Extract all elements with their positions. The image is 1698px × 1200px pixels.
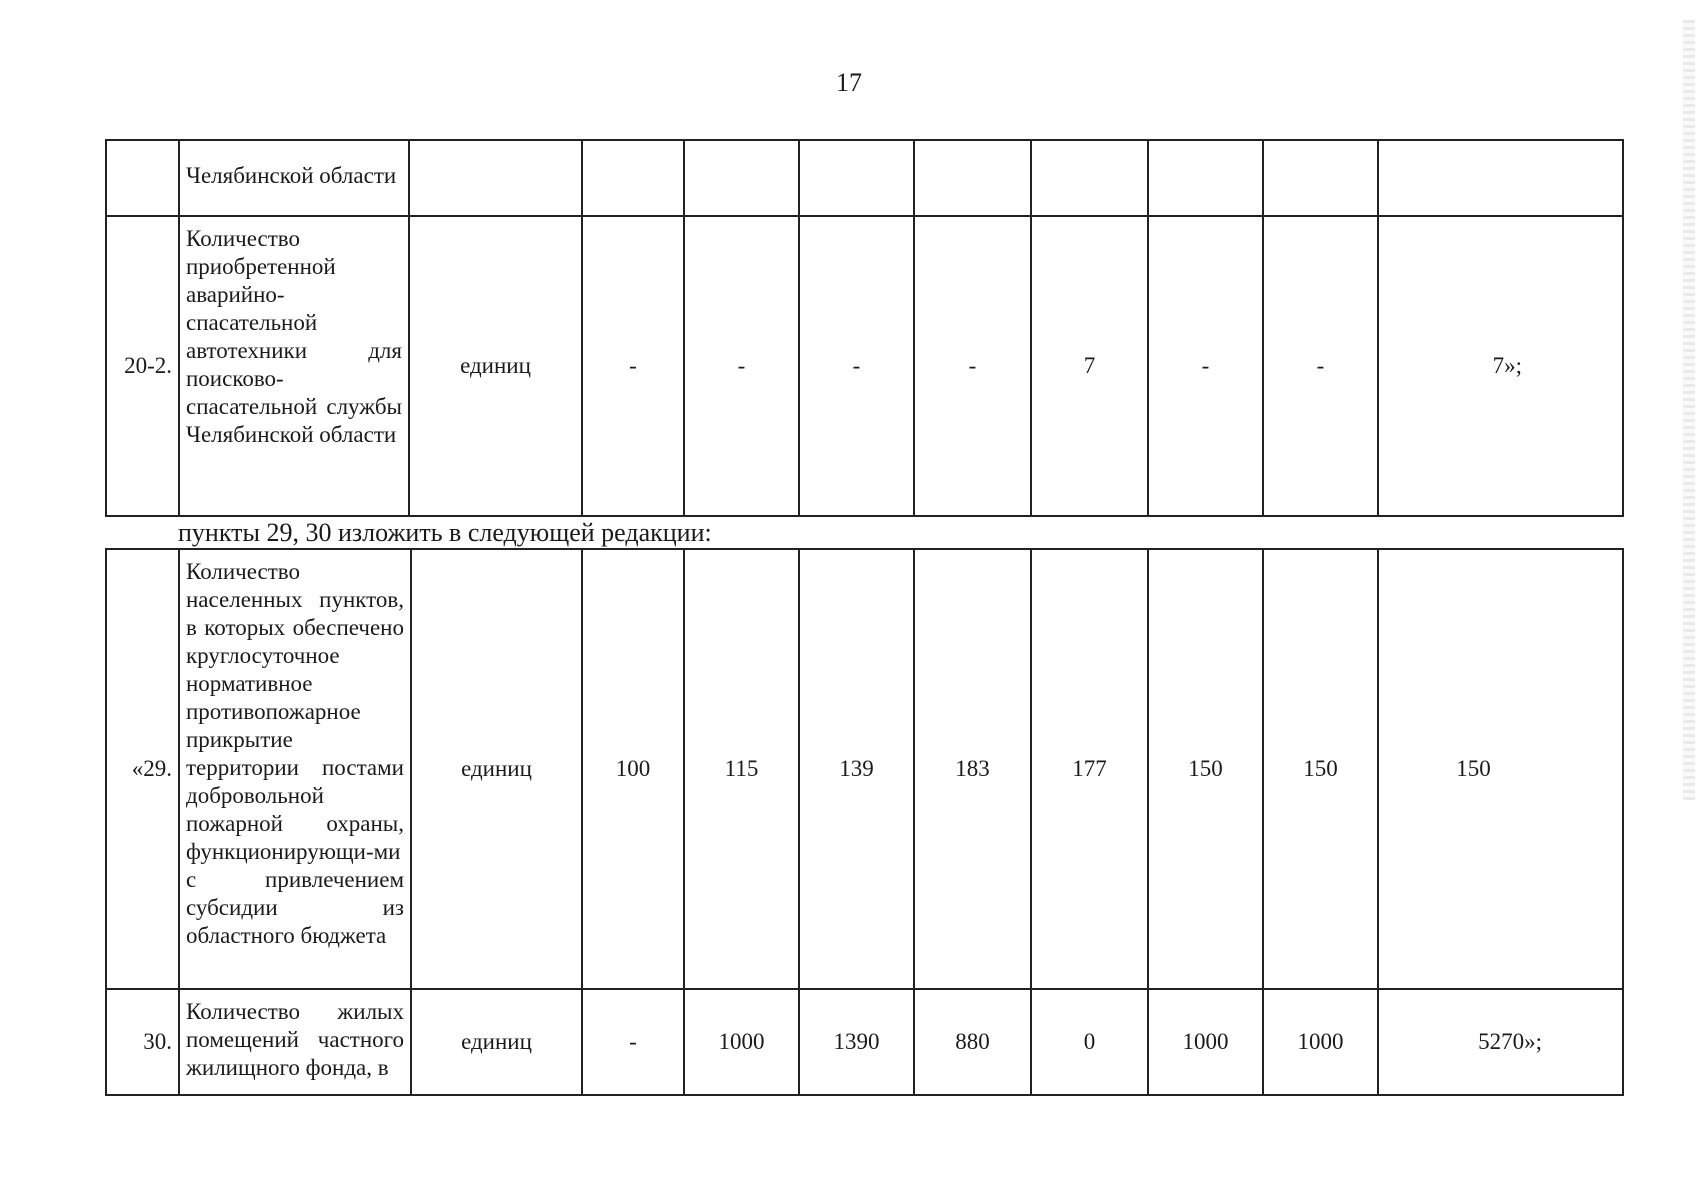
value-cell: 100: [582, 549, 684, 989]
table-row: [106, 216, 1623, 516]
value-cell: -: [914, 216, 1031, 516]
row-number: «29.: [106, 549, 179, 989]
total-cell: [1378, 140, 1623, 216]
value-cell: -: [1148, 216, 1263, 516]
unit-cell: единиц: [411, 549, 582, 989]
page-number: 17: [836, 68, 862, 97]
value-cell: 115: [684, 549, 799, 989]
value-cell: -: [582, 989, 684, 1095]
indicator-name: Челябинской области: [179, 140, 409, 216]
value-cell: 1000: [1148, 989, 1263, 1095]
value-cell: [582, 140, 684, 216]
value-cell: 183: [914, 549, 1031, 989]
value-cell: 150: [1263, 549, 1378, 989]
total-cell: 7»;: [1378, 216, 1623, 516]
value-cell: 0: [1031, 989, 1148, 1095]
value-cell: 1000: [1263, 989, 1378, 1095]
value-cell: 7: [1031, 216, 1148, 516]
total-cell: 5270»;: [1378, 989, 1623, 1095]
indicators-table-bottom: [105, 548, 1624, 1096]
value-cell: -: [684, 216, 799, 516]
value-cell: [1263, 140, 1378, 216]
unit-cell: единиц: [411, 989, 582, 1095]
value-cell: 139: [799, 549, 914, 989]
amendment-note: пункты 29, 30 изложить в следующей редакции:: [178, 518, 712, 547]
value-cell: [799, 140, 914, 216]
value-cell: [684, 140, 799, 216]
indicator-name: Количество приобретенной аварийно-спасательной автотехники для поисково-спасательной службы Челябинской области: [179, 216, 409, 516]
value-cell: [1148, 140, 1263, 216]
table-row: [106, 140, 1623, 216]
row-number: 20-2.: [106, 216, 179, 516]
value-cell: 1390: [799, 989, 914, 1095]
indicator-name: Количество жилых помещений частного жилищного фонда, в: [179, 989, 411, 1095]
value-cell: 880: [914, 989, 1031, 1095]
indicators-table-top: [105, 139, 1624, 517]
unit-cell: единиц: [409, 216, 582, 516]
total-cell: 150: [1378, 549, 1623, 989]
unit-cell: [409, 140, 582, 216]
value-cell: 1000: [684, 989, 799, 1095]
row-number: 30.: [106, 989, 179, 1095]
table-row: [106, 989, 1623, 1095]
indicator-name: Количество населенных пунктов, в которых обеспечено круглосуточное нормативное противопожарное прикрытие территории постами добровольной пожарной охраны, функционирующи-ми с привлечением субсидии из областного бюджета: [179, 549, 411, 989]
row-number: [106, 140, 179, 216]
value-cell: [914, 140, 1031, 216]
value-cell: -: [1263, 216, 1378, 516]
value-cell: -: [799, 216, 914, 516]
table-row: [106, 549, 1623, 989]
value-cell: 177: [1031, 549, 1148, 989]
value-cell: [1031, 140, 1148, 216]
scan-edge-artifact: [1683, 20, 1695, 800]
value-cell: -: [582, 216, 684, 516]
value-cell: 150: [1148, 549, 1263, 989]
